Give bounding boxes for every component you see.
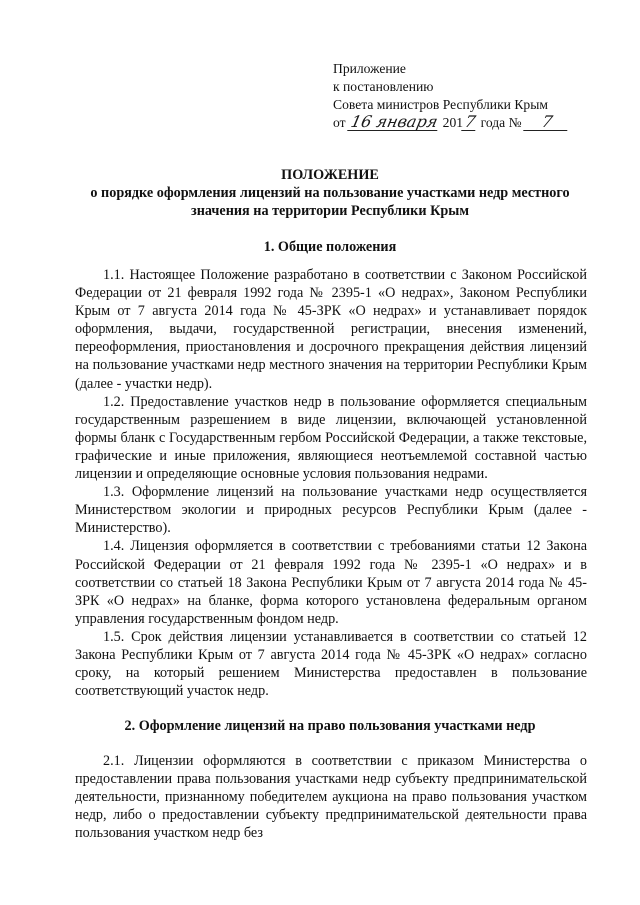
paragraph-1-4: 1.4. Лицензия оформляется в соответствии с требованиями статьи 12 Закона Российской Федерации от 21 февраля 1992 года № 2395-1 «О недрах» и в соответствии со статьей 18 Закона Республики Крым от 7 августа 2014 года № 45-ЗРК «О недрах» на бланке, форма которого установлена федеральным органом управления государственным фондом недр. (75, 538, 587, 627)
appendix-date-line (333, 114, 569, 132)
section-2-body (75, 752, 587, 842)
paragraph-2-1: 2.1. Лицензии оформляются в соответствии с приказом Министерства о предоставлении права пользования участками недр субъекту предпринимательской деятельности, признанному победителем аукциона на право пользования участком недр, либо о предоставлении субъекту предпринимательской деятельности права пользования участком недр без (75, 753, 587, 842)
handwritten-year: 7 (463, 112, 478, 131)
paragraph-1-5: 1.5. Срок действия лицензии устанавливается в соответствии со статьей 12 Закона Республики Крым от 7 августа 2014 года № 45-ЗРК «О недрах» согласно сроку, на который решением Министерства предоставлен в пользование соответствующий участок недр. (75, 628, 587, 700)
date-prefix: от (333, 115, 346, 130)
document-subtitle: о порядке оформления лицензий на пользование участками недр местного значения на территории Республики Крым (90, 185, 570, 219)
year-suffix: года № (480, 115, 522, 130)
section-2-heading: 2. Оформление лицензий на право пользования участками недр (124, 718, 536, 734)
document-title: ПОЛОЖЕНИЕ (281, 167, 379, 183)
section-1-heading: 1. Общие положения (263, 239, 397, 255)
paragraph-1-3: 1.3. Оформление лицензий на пользование участками недр осуществляется Министерством экологии и природных ресурсов Республики Крым (далее - Министерство). (75, 484, 587, 537)
appendix-line-2: к постановлению (333, 79, 434, 94)
paragraph-1-1: 1.1. Настоящее Положение разработано в соответствии с Законом Российской Федерации от 21 февраля 1992 года № 2395-1 «О недрах», Законом Республики Крым от 7 августа 2014 года № 45-ЗРК «О недрах» и устанавливает порядок оформления, выдачи, государственной регистрации, внесения изменений, переоформления, приостановления и досрочного прекращения действия лицензий на пользование участками недр местного значения на территории Республики Крым (далее - участки недр). (75, 267, 587, 392)
section-1-body (75, 266, 587, 700)
appendix-line-3: Совета министров Республики Крым (333, 97, 548, 112)
year-prefix: 201 (442, 115, 464, 130)
handwritten-number: 7 (523, 114, 571, 131)
paragraph-1-2: 1.2. Предоставление участков недр в пользование оформляется специальным государственным разрешением в виде лицензии, включающей установленной формы бланк с Государственным гербом Российской Федерации, а также текстовые, графические и иные приложения, являющиеся неотъемлемой составной частью лицензии и определяющие основные условия пользования недрами. (75, 393, 587, 483)
handwritten-date: 16 января (349, 112, 440, 131)
appendix-block (333, 60, 569, 132)
appendix-line-1: Приложение (333, 61, 406, 76)
